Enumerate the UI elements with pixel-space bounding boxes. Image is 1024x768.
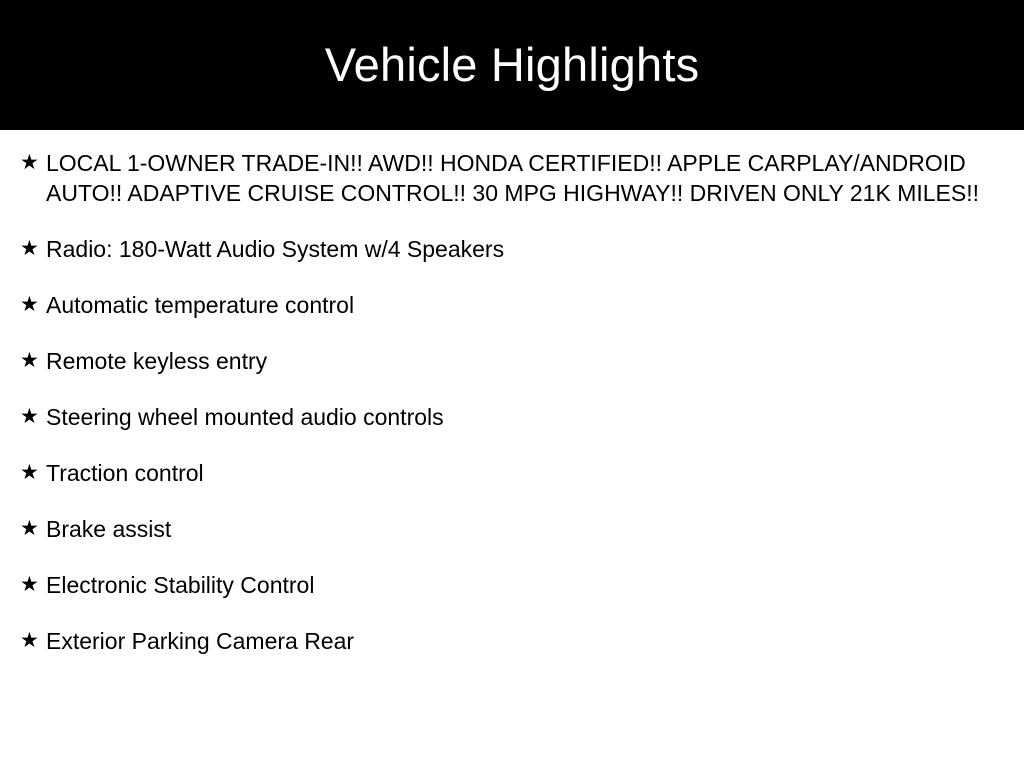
- star-bullet-icon: ★: [20, 151, 39, 174]
- list-item-label: LOCAL 1-OWNER TRADE-IN!! AWD!! HONDA CERTIFIED!! APPLE CARPLAY/ANDROID AUTO!! ADAPTIVE CRUISE CONTROL!! 30 MPG HIGHWAY!! DRIVEN ONLY 21K MILES!!: [46, 150, 979, 206]
- list-item-label: Brake assist: [46, 516, 172, 542]
- list-item-label: Automatic temperature control: [46, 292, 355, 318]
- list-item: [18, 514, 1006, 544]
- list-item: [18, 148, 1006, 208]
- list-item: [18, 346, 1006, 376]
- list-item-label: Steering wheel mounted audio controls: [46, 404, 444, 430]
- list-item-label: Electronic Stability Control: [46, 572, 315, 598]
- star-bullet-icon: ★: [20, 349, 39, 372]
- list-item-label: Radio: 180-Watt Audio System w/4 Speakers: [46, 236, 505, 262]
- star-bullet-icon: ★: [20, 517, 39, 540]
- page-title: Vehicle Highlights: [324, 38, 700, 92]
- list-item: [18, 626, 1006, 656]
- list-item: [18, 234, 1006, 264]
- highlights-list: [0, 130, 1024, 656]
- star-bullet-icon: ★: [20, 293, 39, 316]
- page-header: [0, 0, 1024, 130]
- star-bullet-icon: ★: [20, 573, 39, 596]
- list-item-label: Traction control: [46, 460, 204, 486]
- star-bullet-icon: ★: [20, 237, 39, 260]
- star-bullet-icon: ★: [20, 629, 39, 652]
- star-bullet-icon: ★: [20, 461, 39, 484]
- list-item: [18, 290, 1006, 320]
- list-item: [18, 458, 1006, 488]
- list-item-label: Exterior Parking Camera Rear: [46, 628, 355, 654]
- list-item: [18, 570, 1006, 600]
- list-item-label: Remote keyless entry: [46, 348, 268, 374]
- star-bullet-icon: ★: [20, 405, 39, 428]
- list-item: [18, 402, 1006, 432]
